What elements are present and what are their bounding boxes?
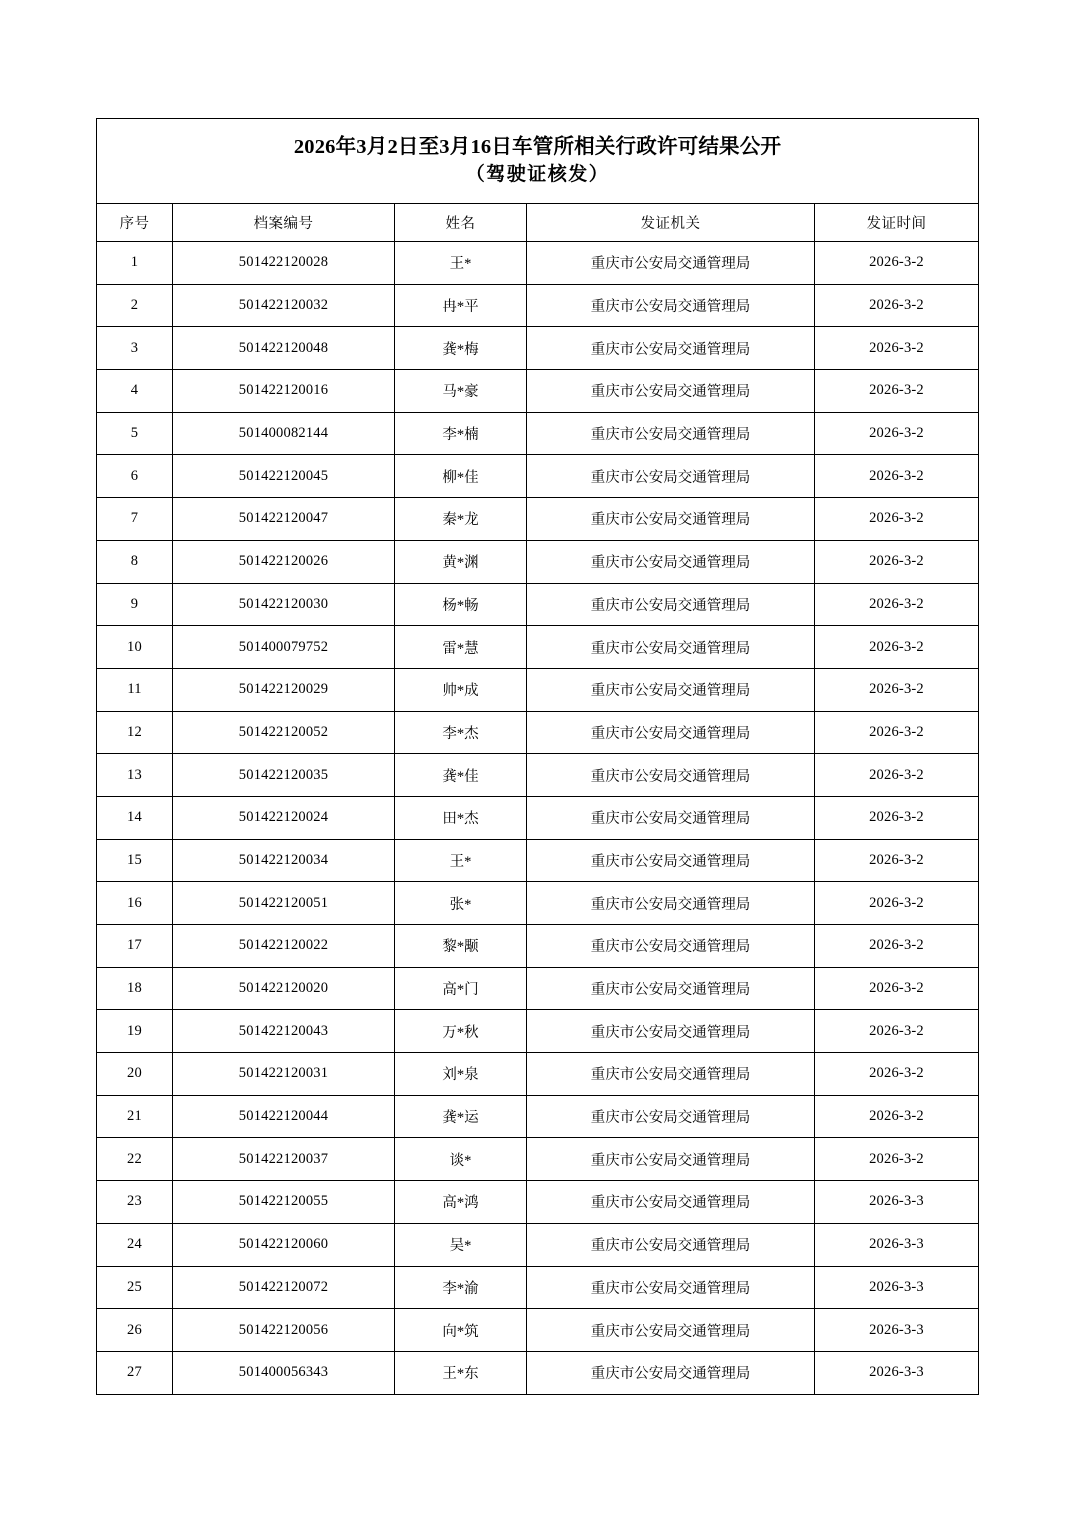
table-row bbox=[97, 583, 979, 626]
cell-name: 李*渝 bbox=[395, 1266, 527, 1309]
cell-org: 重庆市公安局交通管理局 bbox=[527, 583, 815, 626]
cell-file-no: 501422120035 bbox=[173, 754, 395, 797]
cell-file-no: 501422120060 bbox=[173, 1223, 395, 1266]
cell-index: 6 bbox=[97, 455, 173, 498]
cell-org: 重庆市公安局交通管理局 bbox=[527, 882, 815, 925]
cell-file-no: 501422120045 bbox=[173, 455, 395, 498]
document-title-cell bbox=[97, 119, 979, 204]
cell-name: 黄*渊 bbox=[395, 540, 527, 583]
table-row bbox=[97, 284, 979, 327]
cell-date: 2026-3-3 bbox=[815, 1266, 979, 1309]
cell-index: 2 bbox=[97, 284, 173, 327]
cell-date: 2026-3-2 bbox=[815, 754, 979, 797]
cell-org: 重庆市公安局交通管理局 bbox=[527, 925, 815, 968]
cell-date: 2026-3-2 bbox=[815, 498, 979, 541]
cell-name: 高*门 bbox=[395, 967, 527, 1010]
cell-name: 王* bbox=[395, 242, 527, 285]
cell-org: 重庆市公安局交通管理局 bbox=[527, 455, 815, 498]
cell-org: 重庆市公安局交通管理局 bbox=[527, 1181, 815, 1224]
table-row bbox=[97, 711, 979, 754]
cell-date: 2026-3-2 bbox=[815, 711, 979, 754]
cell-index: 1 bbox=[97, 242, 173, 285]
cell-org: 重庆市公安局交通管理局 bbox=[527, 754, 815, 797]
cell-org: 重庆市公安局交通管理局 bbox=[527, 967, 815, 1010]
cell-file-no: 501422120031 bbox=[173, 1053, 395, 1096]
cell-date: 2026-3-2 bbox=[815, 370, 979, 413]
cell-date: 2026-3-2 bbox=[815, 925, 979, 968]
table-row bbox=[97, 1309, 979, 1352]
cell-index: 4 bbox=[97, 370, 173, 413]
column-header-date: 发证时间 bbox=[815, 204, 979, 242]
cell-file-no: 501422120026 bbox=[173, 540, 395, 583]
cell-org: 重庆市公安局交通管理局 bbox=[527, 412, 815, 455]
cell-file-no: 501422120034 bbox=[173, 839, 395, 882]
cell-file-no: 501422120048 bbox=[173, 327, 395, 370]
column-header-index: 序号 bbox=[97, 204, 173, 242]
cell-name: 黎*颙 bbox=[395, 925, 527, 968]
cell-org: 重庆市公安局交通管理局 bbox=[527, 1053, 815, 1096]
cell-date: 2026-3-2 bbox=[815, 327, 979, 370]
cell-index: 13 bbox=[97, 754, 173, 797]
table-row bbox=[97, 1223, 979, 1266]
table-row bbox=[97, 754, 979, 797]
column-header-name: 姓名 bbox=[395, 204, 527, 242]
cell-file-no: 501400079752 bbox=[173, 626, 395, 669]
cell-file-no: 501422120055 bbox=[173, 1181, 395, 1224]
cell-name: 龚*佳 bbox=[395, 754, 527, 797]
cell-name: 向*筑 bbox=[395, 1309, 527, 1352]
table-title-row bbox=[97, 119, 979, 204]
cell-date: 2026-3-2 bbox=[815, 540, 979, 583]
table-row bbox=[97, 626, 979, 669]
cell-index: 27 bbox=[97, 1351, 173, 1394]
cell-name: 高*鸿 bbox=[395, 1181, 527, 1224]
table-row bbox=[97, 370, 979, 413]
cell-index: 12 bbox=[97, 711, 173, 754]
cell-org: 重庆市公安局交通管理局 bbox=[527, 327, 815, 370]
license-issuance-table bbox=[96, 118, 979, 1395]
cell-name: 王*东 bbox=[395, 1351, 527, 1394]
cell-file-no: 501422120032 bbox=[173, 284, 395, 327]
cell-date: 2026-3-2 bbox=[815, 1053, 979, 1096]
cell-index: 26 bbox=[97, 1309, 173, 1352]
cell-file-no: 501422120047 bbox=[173, 498, 395, 541]
cell-org: 重庆市公安局交通管理局 bbox=[527, 370, 815, 413]
cell-org: 重庆市公安局交通管理局 bbox=[527, 242, 815, 285]
table-row bbox=[97, 1266, 979, 1309]
cell-file-no: 501422120044 bbox=[173, 1095, 395, 1138]
cell-index: 23 bbox=[97, 1181, 173, 1224]
table-row bbox=[97, 1181, 979, 1224]
column-header-org: 发证机关 bbox=[527, 204, 815, 242]
cell-name: 刘*泉 bbox=[395, 1053, 527, 1096]
cell-date: 2026-3-2 bbox=[815, 796, 979, 839]
cell-file-no: 501422120016 bbox=[173, 370, 395, 413]
table-row bbox=[97, 1351, 979, 1394]
cell-org: 重庆市公安局交通管理局 bbox=[527, 540, 815, 583]
cell-name: 吴* bbox=[395, 1223, 527, 1266]
cell-name: 冉*平 bbox=[395, 284, 527, 327]
cell-index: 11 bbox=[97, 668, 173, 711]
cell-org: 重庆市公安局交通管理局 bbox=[527, 1266, 815, 1309]
cell-index: 7 bbox=[97, 498, 173, 541]
cell-date: 2026-3-3 bbox=[815, 1309, 979, 1352]
cell-org: 重庆市公安局交通管理局 bbox=[527, 1309, 815, 1352]
cell-index: 24 bbox=[97, 1223, 173, 1266]
table-row bbox=[97, 668, 979, 711]
cell-org: 重庆市公安局交通管理局 bbox=[527, 1095, 815, 1138]
cell-date: 2026-3-2 bbox=[815, 284, 979, 327]
cell-file-no: 501422120037 bbox=[173, 1138, 395, 1181]
table-row bbox=[97, 455, 979, 498]
cell-index: 21 bbox=[97, 1095, 173, 1138]
table-row bbox=[97, 1095, 979, 1138]
cell-org: 重庆市公安局交通管理局 bbox=[527, 796, 815, 839]
cell-date: 2026-3-3 bbox=[815, 1181, 979, 1224]
cell-index: 19 bbox=[97, 1010, 173, 1053]
cell-date: 2026-3-2 bbox=[815, 1095, 979, 1138]
cell-name: 雷*慧 bbox=[395, 626, 527, 669]
table-row bbox=[97, 498, 979, 541]
table-row bbox=[97, 882, 979, 925]
cell-index: 18 bbox=[97, 967, 173, 1010]
cell-index: 16 bbox=[97, 882, 173, 925]
cell-index: 17 bbox=[97, 925, 173, 968]
cell-org: 重庆市公安局交通管理局 bbox=[527, 1223, 815, 1266]
cell-org: 重庆市公安局交通管理局 bbox=[527, 498, 815, 541]
cell-date: 2026-3-2 bbox=[815, 967, 979, 1010]
page-title: 2026年3月2日至3月16日车管所相关行政许可结果公开 bbox=[293, 135, 782, 158]
cell-date: 2026-3-2 bbox=[815, 455, 979, 498]
cell-date: 2026-3-2 bbox=[815, 242, 979, 285]
cell-name: 龚*运 bbox=[395, 1095, 527, 1138]
cell-file-no: 501422120028 bbox=[173, 242, 395, 285]
cell-date: 2026-3-2 bbox=[815, 882, 979, 925]
cell-org: 重庆市公安局交通管理局 bbox=[527, 711, 815, 754]
table-row bbox=[97, 327, 979, 370]
cell-name: 谈* bbox=[395, 1138, 527, 1181]
cell-file-no: 501422120030 bbox=[173, 583, 395, 626]
table-row bbox=[97, 796, 979, 839]
page-subtitle: （驾驶证核发） bbox=[465, 164, 610, 186]
cell-name: 秦*龙 bbox=[395, 498, 527, 541]
cell-name: 王* bbox=[395, 839, 527, 882]
cell-name: 柳*佳 bbox=[395, 455, 527, 498]
cell-date: 2026-3-2 bbox=[815, 668, 979, 711]
cell-date: 2026-3-2 bbox=[815, 583, 979, 626]
cell-date: 2026-3-2 bbox=[815, 1010, 979, 1053]
table-row bbox=[97, 839, 979, 882]
table-row bbox=[97, 1010, 979, 1053]
table-row bbox=[97, 540, 979, 583]
cell-index: 25 bbox=[97, 1266, 173, 1309]
cell-index: 10 bbox=[97, 626, 173, 669]
cell-date: 2026-3-3 bbox=[815, 1223, 979, 1266]
table-row bbox=[97, 1053, 979, 1096]
cell-index: 5 bbox=[97, 412, 173, 455]
table-header-row bbox=[97, 204, 979, 242]
table-row bbox=[97, 412, 979, 455]
cell-index: 20 bbox=[97, 1053, 173, 1096]
cell-file-no: 501400056343 bbox=[173, 1351, 395, 1394]
cell-file-no: 501422120043 bbox=[173, 1010, 395, 1053]
cell-name: 帅*成 bbox=[395, 668, 527, 711]
cell-name: 万*秋 bbox=[395, 1010, 527, 1053]
cell-org: 重庆市公安局交通管理局 bbox=[527, 1010, 815, 1053]
cell-file-no: 501422120024 bbox=[173, 796, 395, 839]
cell-file-no: 501422120051 bbox=[173, 882, 395, 925]
cell-file-no: 501422120052 bbox=[173, 711, 395, 754]
cell-name: 张* bbox=[395, 882, 527, 925]
cell-org: 重庆市公安局交通管理局 bbox=[527, 1351, 815, 1394]
cell-index: 8 bbox=[97, 540, 173, 583]
cell-index: 3 bbox=[97, 327, 173, 370]
table-row bbox=[97, 1138, 979, 1181]
cell-org: 重庆市公安局交通管理局 bbox=[527, 284, 815, 327]
cell-name: 杨*畅 bbox=[395, 583, 527, 626]
cell-name: 马*豪 bbox=[395, 370, 527, 413]
cell-file-no: 501422120072 bbox=[173, 1266, 395, 1309]
table-row bbox=[97, 242, 979, 285]
cell-org: 重庆市公安局交通管理局 bbox=[527, 1138, 815, 1181]
cell-file-no: 501422120056 bbox=[173, 1309, 395, 1352]
cell-name: 龚*梅 bbox=[395, 327, 527, 370]
table-row bbox=[97, 925, 979, 968]
cell-date: 2026-3-3 bbox=[815, 1351, 979, 1394]
cell-index: 9 bbox=[97, 583, 173, 626]
column-header-file-no: 档案编号 bbox=[173, 204, 395, 242]
cell-org: 重庆市公安局交通管理局 bbox=[527, 626, 815, 669]
cell-index: 15 bbox=[97, 839, 173, 882]
cell-date: 2026-3-2 bbox=[815, 412, 979, 455]
cell-date: 2026-3-2 bbox=[815, 626, 979, 669]
cell-file-no: 501422120022 bbox=[173, 925, 395, 968]
cell-date: 2026-3-2 bbox=[815, 1138, 979, 1181]
cell-name: 李*杰 bbox=[395, 711, 527, 754]
cell-org: 重庆市公安局交通管理局 bbox=[527, 839, 815, 882]
cell-index: 22 bbox=[97, 1138, 173, 1181]
cell-org: 重庆市公安局交通管理局 bbox=[527, 668, 815, 711]
table-row bbox=[97, 967, 979, 1010]
cell-name: 田*杰 bbox=[395, 796, 527, 839]
cell-file-no: 501422120020 bbox=[173, 967, 395, 1010]
cell-file-no: 501422120029 bbox=[173, 668, 395, 711]
cell-index: 14 bbox=[97, 796, 173, 839]
cell-name: 李*楠 bbox=[395, 412, 527, 455]
cell-file-no: 501400082144 bbox=[173, 412, 395, 455]
cell-date: 2026-3-2 bbox=[815, 839, 979, 882]
